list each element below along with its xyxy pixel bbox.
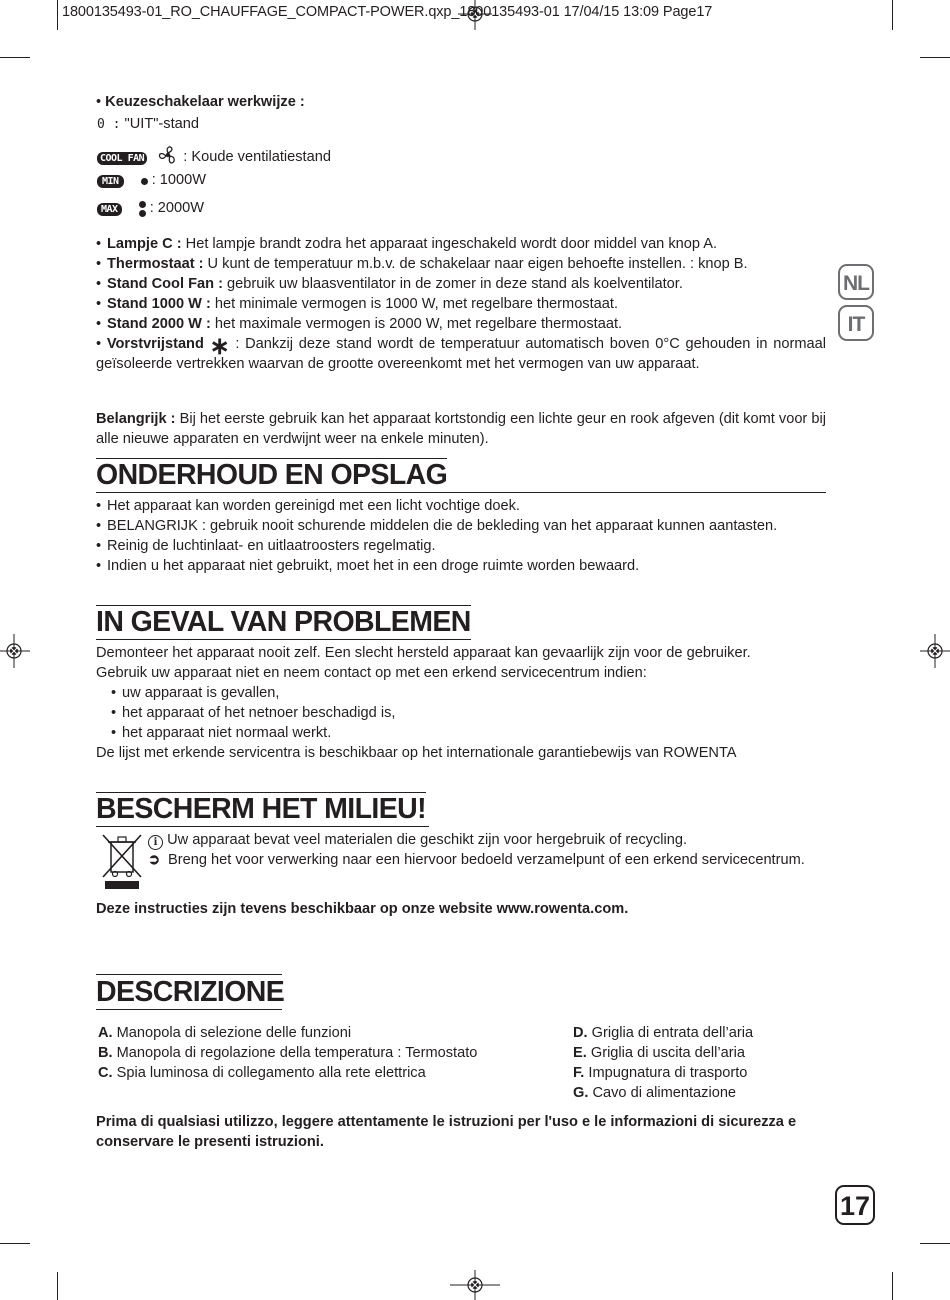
descrizione-heading: DESCRIZIONE	[96, 976, 285, 1008]
list-item: • Lampje C : Het lampje brandt zodra het apparaat ingeschakeld wordt door middel van knop A.	[96, 234, 826, 254]
registration-mark-icon	[920, 634, 950, 668]
dot-two-icon	[139, 201, 146, 217]
info-icon: i	[148, 835, 163, 850]
print-slug: 1800135493-01_RO_CHAUFFAGE_COMPACT-POWER.qxp_1800135493-01 17/04/15 13:09 Page17	[62, 4, 713, 20]
list-item: • Stand 2000 W : het maximale vermogen is 2000 W, met regelbare thermostaat.	[96, 314, 826, 334]
problems-paragraph: Gebruik uw apparaat niet en neem contact op met een erkend servicecentrum indien:	[96, 665, 647, 681]
environment-line: ➲ Breng het voor verwerking naar een hiervoor bedoeld verzamelpunt of een erkend servicecentrum.	[148, 852, 805, 868]
fan-icon	[157, 145, 179, 165]
list-item: • Stand Cool Fan : gebruik uw blaasventilator in de zomer in deze stand als koelventilator.	[96, 274, 826, 294]
descrizione-right-list	[573, 1023, 753, 1103]
problems-paragraph: De lijst met erkende servicentra is beschikbaar op het internationale garantiebewijs van ROWENTA	[96, 745, 737, 761]
arrow-icon: ➲	[148, 852, 161, 868]
list-item: G. Cavo di alimentazione	[573, 1085, 737, 1101]
off-symbol: 0 :	[97, 117, 121, 132]
list-item: C. Spia luminosa di collegamento alla rete elettrica	[98, 1065, 426, 1081]
crop-mark	[892, 0, 893, 30]
frost-item: • Vorstvrijstand ∗ : Dankzij deze stand wordt de temperatuur automatisch boven 0°C gehouden in normaal geïsoleerde vertrekken waarvan de grootte overeenkomt met het vermogen van uw apparaat.	[96, 333, 826, 372]
list-item: • BELANGRIJK : gebruik nooit schurende middelen die de bekleding van het apparaat kunnen aantasten.	[96, 516, 826, 536]
important-label: Belangrijk :	[96, 411, 176, 427]
list-item: F. Impugnatura di trasporto	[573, 1065, 748, 1081]
list-item: • Stand 1000 W : het minimale vermogen is 1000 W, met regelbare thermostaat.	[96, 294, 826, 314]
list-item: D. Griglia di entrata dell’aria	[573, 1025, 754, 1041]
list-item: • het apparaat of het netnoer beschadigd is,	[111, 703, 826, 723]
maintenance-list	[96, 496, 826, 576]
crop-mark	[892, 1272, 893, 1300]
list-item: A. Manopola di selezione delle funzioni	[98, 1025, 352, 1041]
website-note: Deze instructies zijn tevens beschikbaar op onze website www.rowenta.com.	[96, 901, 629, 917]
crop-mark	[0, 1243, 30, 1244]
descrizione-heading-rule	[96, 974, 282, 975]
selector-off	[97, 114, 199, 135]
list-item: B. Manopola di regolazione della temperatura : Termostato	[98, 1045, 478, 1061]
crop-mark	[0, 57, 30, 58]
weee-bin-icon	[100, 832, 144, 892]
problems-heading: IN GEVAL VAN PROBLEMEN	[96, 606, 471, 638]
crop-mark	[57, 1272, 58, 1300]
important-note	[96, 409, 826, 449]
frost-label: Vorstvrijstand	[106, 336, 204, 352]
environment-heading: BESCHERM HET MILIEU!	[96, 793, 427, 825]
crop-mark	[920, 57, 950, 58]
environment-line: i Uw apparaat bevat veel materialen die geschikt zijn voor hergebruik of recycling.	[148, 830, 826, 850]
crop-mark	[57, 0, 58, 30]
snowflake-icon: ∗	[209, 333, 230, 360]
list-item: • het apparaat niet normaal werkt.	[111, 723, 826, 743]
coolfan-text: : Koude ventilatiestand	[183, 149, 331, 165]
frost-text: : Dankzij deze stand wordt de temperatuur automatisch boven 0°C gehouden in normaal geïsoleerde vertrekken waarvan de grootte overeenkomt met het vermogen van uw apparaat.	[96, 336, 826, 372]
crop-mark	[920, 1243, 950, 1244]
page-number: 17	[835, 1185, 875, 1225]
list-item: • Het apparaat kan worden gereinigd met een licht vochtige doek.	[96, 496, 826, 516]
descrizione-heading-underline	[96, 1009, 282, 1010]
selector-min	[97, 170, 206, 190]
environment-body	[148, 830, 826, 870]
min-badge: MIN	[97, 175, 124, 188]
list-item: E. Griglia di uscita dell’aria	[573, 1045, 745, 1061]
max-badge: MAX	[97, 203, 122, 216]
important-text: Bij het eerste gebruik kan het apparaat kortstondig een lichte geur en rook afgeven (dit komt voor bij alle nieuwe apparaten en verdwijnt weer na enkele minuten).	[96, 411, 826, 447]
tab-it: IT	[838, 305, 874, 341]
min-text: : 1000W	[151, 172, 207, 188]
list-item: • Thermostaat : U kunt de temperatuur m.b.v. de schakelaar naar eigen behoefte instellen. : knop B.	[96, 254, 826, 274]
selector-coolfan	[97, 145, 331, 167]
maintenance-heading-rule	[96, 492, 826, 493]
registration-mark-icon	[0, 634, 30, 668]
maintenance-heading: ONDERHOUD EN OPSLAG	[96, 459, 448, 491]
selector-title-text: Keuzeschakelaar werkwijze :	[105, 94, 305, 110]
coolfan-badge: COOL FAN	[97, 152, 147, 165]
list-item: • Reinig de luchtinlaat- en uitlaatroosters regelmatig.	[96, 536, 826, 556]
registration-mark-icon	[450, 1270, 500, 1300]
selector-title: • Keuzeschakelaar werkwijze :	[96, 94, 305, 110]
list-item: • Indien u het apparaat niet gebruikt, moet het in een droge ruimte worden bewaard.	[96, 556, 826, 576]
tab-nl: NL	[838, 264, 874, 300]
problems-paragraph: Demonteer het apparaat nooit zelf. Een slecht hersteld apparaat kan gevaarlijk zijn voor de gebruiker.	[96, 645, 751, 661]
safety-warning: Prima di qualsiasi utilizzo, leggere attentamente le istruzioni per l'uso e le informazioni di sicurezza e conservare le presenti istruzioni.	[96, 1114, 797, 1150]
selector-max	[97, 198, 204, 218]
features-list	[96, 234, 826, 374]
max-text: : 2000W	[149, 200, 205, 216]
problems-heading-rule	[96, 639, 471, 640]
descrizione-left-list	[98, 1023, 477, 1083]
problems-body	[96, 643, 826, 763]
off-text: "UIT"-stand	[124, 116, 199, 132]
dot-one-icon	[141, 178, 148, 185]
environment-heading-rule	[96, 826, 429, 827]
list-item: • uw apparaat is gevallen,	[111, 683, 826, 703]
